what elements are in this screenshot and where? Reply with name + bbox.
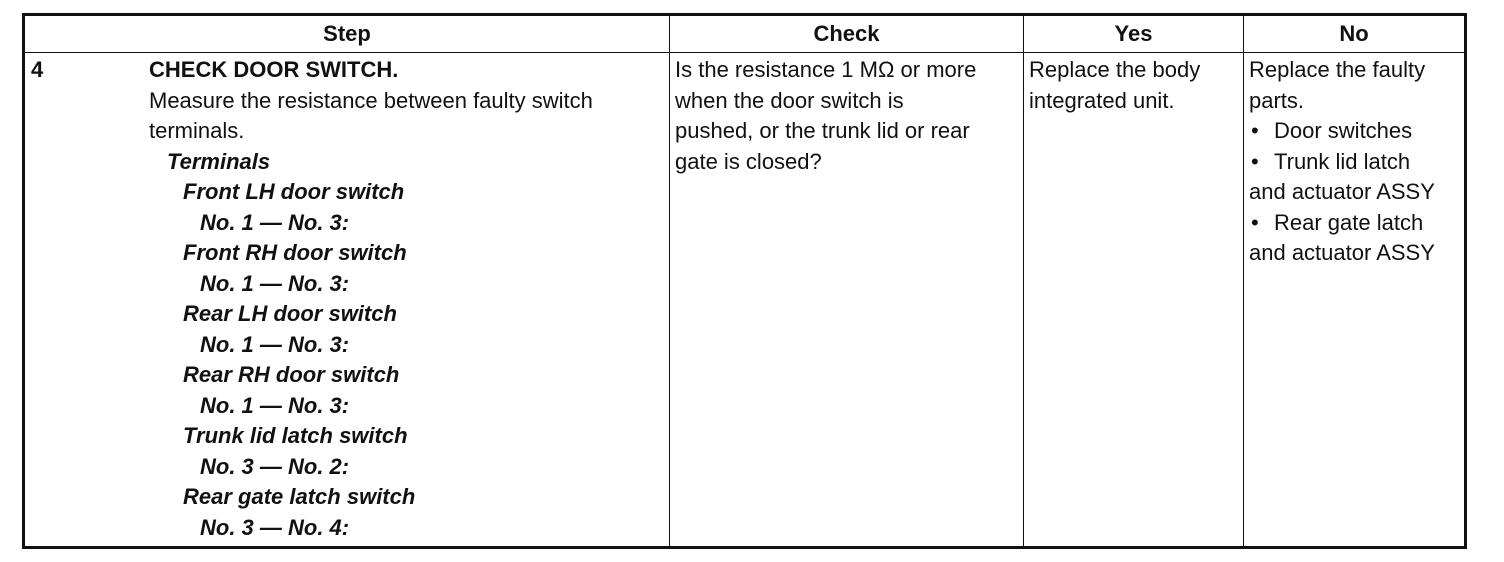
check-line: when the door switch is: [675, 87, 904, 113]
list-item: [1249, 147, 1460, 208]
switch-terminals: No. 1 — No. 3:: [200, 209, 350, 235]
part-line: Door switches: [1274, 118, 1413, 143]
step-body: [149, 53, 669, 543]
faulty-parts-list: [1249, 116, 1460, 269]
step-instruction-line: Measure the resistance between faulty switch: [149, 87, 593, 113]
part-line: and actuator ASSY: [1249, 179, 1435, 204]
switch-terminals: No. 1 — No. 3:: [200, 392, 350, 418]
bullet-icon: •: [1251, 148, 1259, 174]
yes-line: Replace the body: [1029, 57, 1201, 82]
step-cell: [24, 53, 670, 548]
switch-name: Trunk lid latch switch: [183, 423, 408, 448]
bullet-icon: •: [1251, 209, 1259, 235]
switch-terminals: No. 1 — No. 3:: [200, 270, 350, 296]
diagnosis-table: [22, 13, 1467, 549]
yes-cell: [1024, 53, 1244, 548]
switch-terminals: No. 3 — No. 2:: [200, 453, 350, 479]
header-row: [24, 15, 1466, 53]
switch-terminals: No. 1 — No. 3:: [200, 331, 350, 357]
check-line: gate is closed?: [675, 148, 822, 174]
part-line: Rear gate latch: [1274, 209, 1424, 235]
check-line: Is the resistance 1 MΩ or more: [675, 57, 977, 82]
terminals-label: Terminals: [167, 148, 271, 174]
table-row: [24, 53, 1466, 548]
step-number: 4: [31, 57, 44, 82]
switch-name: Rear gate latch switch: [183, 484, 416, 509]
switch-name: Front LH door switch: [183, 179, 405, 204]
switch-terminals: No. 3 — No. 4:: [200, 514, 350, 540]
check-line: pushed, or the trunk lid or rear: [675, 118, 970, 143]
check-cell: [670, 53, 1024, 548]
no-line: Replace the faulty: [1249, 57, 1426, 82]
header-step: Step: [24, 15, 670, 53]
header-check: Check: [670, 15, 1024, 53]
step-title: CHECK DOOR SWITCH.: [149, 57, 399, 82]
list-item: [1249, 208, 1460, 269]
bullet-icon: •: [1251, 118, 1259, 143]
header-no: No: [1244, 15, 1466, 53]
part-line: Trunk lid latch: [1274, 148, 1411, 174]
switch-name: Rear LH door switch: [183, 301, 397, 326]
part-line: and actuator ASSY: [1249, 240, 1435, 265]
yes-line: integrated unit.: [1029, 87, 1175, 113]
no-cell: [1244, 53, 1466, 548]
list-item: [1249, 116, 1460, 147]
switch-name: Front RH door switch: [183, 240, 407, 265]
header-yes: Yes: [1024, 15, 1244, 53]
no-line: parts.: [1249, 87, 1305, 113]
step-instruction-line: terminals.: [149, 118, 245, 143]
switch-name: Rear RH door switch: [183, 362, 400, 387]
